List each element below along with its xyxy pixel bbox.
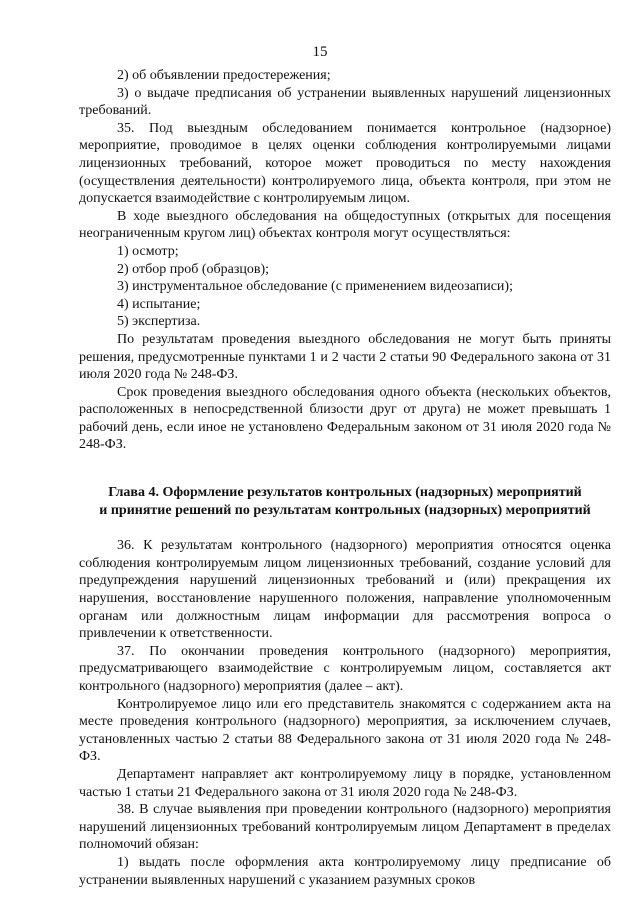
chapter-title-line-2: и принятие решений по результатам контрольных (надзорных) мероприятий	[99, 502, 591, 518]
list-item: 3) инструментальное обследование (с применением видеозаписи);	[117, 279, 513, 295]
paragraph-38-item-1: 1) выдать после оформления акта контролируемому лицу предписание об устранении выявленных нарушений с указанием разумных сроков	[79, 854, 611, 888]
paragraph-35: 35. Под выездным обследованием понимается контрольное (надзорное) мероприятие, проводимое в целях оценки соблюдения контролируемыми лицами лицензионных требований, которое может проводиться по месту нахождения (осуществления деятельности) контролируемого лица, объекта контроля, при этом не допускается взаимодействие с контролируемым лицом.	[79, 120, 611, 207]
paragraph-35-results: По результатам проведения выездного обследования не могут быть приняты решения, предусмотренные пунктами 1 и 2 части 2 статьи 90 Федерального закона от 31 июля 2020 года № 248-ФЗ.	[79, 331, 611, 383]
paragraph-37: 37. По окончании проведения контрольного (надзорного) мероприятия, предусматривающего взаимодействие с контролируемым лицом, составляется акт контрольного (надзорного) мероприятия (далее – акт).	[79, 643, 611, 694]
paragraph-35-term: Срок проведения выездного обследования одного объекта (нескольких объектов, расположенных в непосредственной близости друг от друга) не может превышать 1 рабочий день, если иное не установлено Федеральным законом от 31 июля 2020 года № 248-ФЗ.	[79, 384, 611, 453]
list-item: 1) осмотр;	[117, 243, 179, 259]
paragraph-36: 36. К результатам контрольного (надзорного) мероприятия относятся оценка соблюдения контролируемым лицом лицензионных требований, создание условий для предупреждения нарушений лицензионных требований и (или) прекращения их нарушения, восстановление нарушенного положения, направление уполномоченным органам или должностным лицам информации для рассмотрения вопроса о привлечении к ответственности.	[79, 538, 611, 642]
list-item: 4) испытание;	[117, 296, 201, 312]
list-item: 2) отбор проб (образцов);	[117, 261, 270, 277]
chapter-title-line-1: Глава 4. Оформление результатов контрольных (надзорных) мероприятий	[108, 485, 582, 501]
paragraph-37-send: Департамент направляет акт контролируемому лицу в порядке, установленном частью 1 статьи 21 Федерального закона от 31 июля 2020 года № 248-ФЗ.	[79, 766, 611, 800]
paragraph-38: 38. В случае выявления при проведении контрольного (надзорного) мероприятия нарушений лицензионных требований контролируемым лицом Департамент в пределах полномочий обязан:	[79, 802, 611, 853]
paragraph-35-objects: В ходе выездного обследования на общедоступных (открытых для посещения неограниченным кругом лиц) объектах контроля могут осуществляться:	[79, 208, 611, 242]
paragraph-37-familiarize: Контролируемое лицо или его представитель знакомятся с содержанием акта на месте проведения контрольного (надзорного) мероприятия, за исключением случаев, установленных частью 2 статьи 88 Федерального закона от 31 июля 2020 года № 248-ФЗ.	[79, 696, 611, 765]
page-number: 15	[312, 44, 328, 60]
list-item: 2) об объявлении предостережения;	[117, 68, 331, 83]
list-item: 3) о выдаче предписания об устранении выявленных нарушений лицензионных требований.	[79, 85, 611, 119]
page-content	[79, 67, 611, 889]
chapter-title	[79, 484, 611, 519]
list-item: 5) экспертиза.	[117, 314, 201, 330]
